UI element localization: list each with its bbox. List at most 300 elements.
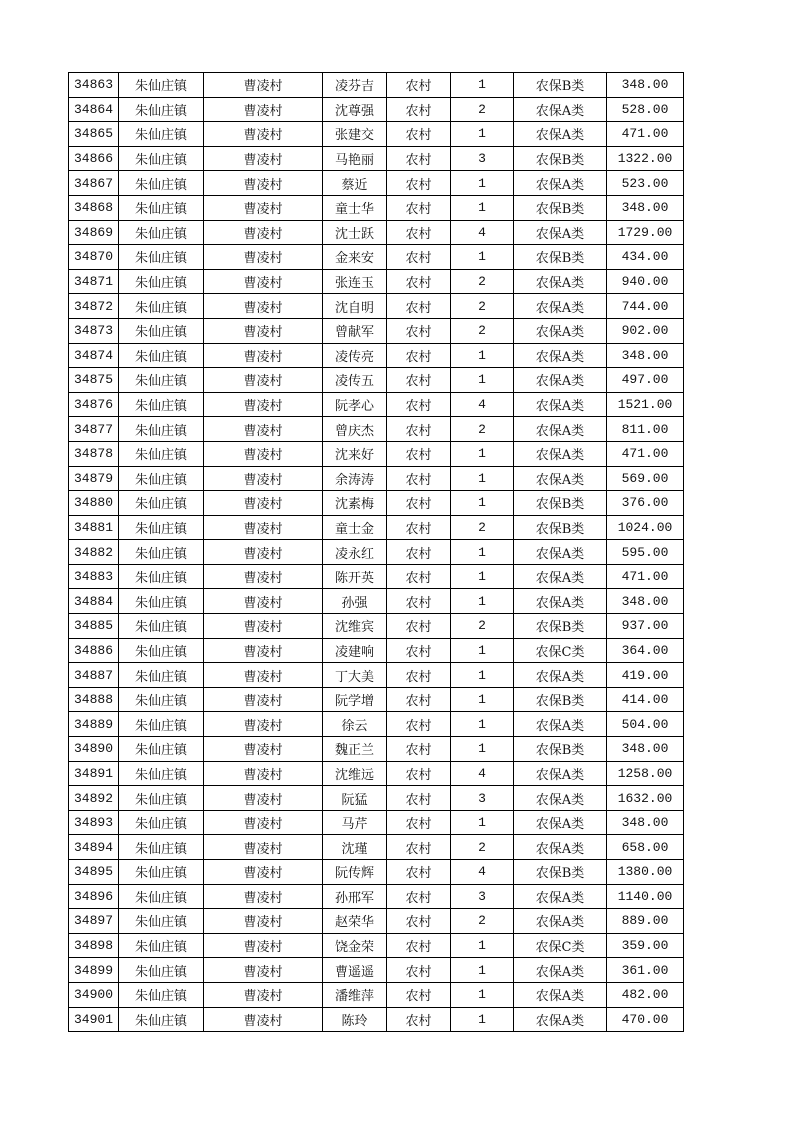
table-row	[69, 245, 684, 270]
record-id-cell: 34883	[69, 564, 119, 589]
household-type-cell: 农村	[387, 417, 451, 442]
household-type-cell: 农村	[387, 195, 451, 220]
amount-cell: 1521.00	[607, 392, 684, 417]
village-cell: 曹凌村	[204, 245, 323, 270]
household-type-cell: 农村	[387, 73, 451, 98]
town-cell: 朱仙庄镇	[119, 1007, 204, 1032]
family-size-cell: 1	[451, 958, 514, 983]
person-name-cell: 阮猛	[323, 786, 387, 811]
person-name-cell: 童士金	[323, 515, 387, 540]
town-cell: 朱仙庄镇	[119, 269, 204, 294]
table-row	[69, 786, 684, 811]
table-row	[69, 933, 684, 958]
village-cell: 曹凌村	[204, 146, 323, 171]
records-table	[68, 72, 684, 1032]
person-name-cell: 蔡近	[323, 171, 387, 196]
person-name-cell: 沈来好	[323, 441, 387, 466]
household-type-cell: 农村	[387, 515, 451, 540]
table-row	[69, 835, 684, 860]
household-type-cell: 农村	[387, 712, 451, 737]
town-cell: 朱仙庄镇	[119, 171, 204, 196]
town-cell: 朱仙庄镇	[119, 73, 204, 98]
insurance-category-cell: 农保A类	[514, 835, 607, 860]
village-cell: 曹凌村	[204, 614, 323, 639]
village-cell: 曹凌村	[204, 761, 323, 786]
village-cell: 曹凌村	[204, 810, 323, 835]
family-size-cell: 2	[451, 318, 514, 343]
insurance-category-cell: 农保A类	[514, 368, 607, 393]
record-id-cell: 34899	[69, 958, 119, 983]
record-id-cell: 34881	[69, 515, 119, 540]
table-row	[69, 614, 684, 639]
insurance-category-cell: 农保A类	[514, 958, 607, 983]
town-cell: 朱仙庄镇	[119, 810, 204, 835]
table-row	[69, 343, 684, 368]
record-id-cell: 34890	[69, 737, 119, 762]
insurance-category-cell: 农保B类	[514, 614, 607, 639]
family-size-cell: 1	[451, 540, 514, 565]
household-type-cell: 农村	[387, 441, 451, 466]
table-row	[69, 417, 684, 442]
insurance-category-cell: 农保B类	[514, 687, 607, 712]
town-cell: 朱仙庄镇	[119, 515, 204, 540]
amount-cell: 902.00	[607, 318, 684, 343]
town-cell: 朱仙庄镇	[119, 294, 204, 319]
household-type-cell: 农村	[387, 737, 451, 762]
insurance-category-cell: 农保A类	[514, 466, 607, 491]
town-cell: 朱仙庄镇	[119, 614, 204, 639]
village-cell: 曹凌村	[204, 638, 323, 663]
town-cell: 朱仙庄镇	[119, 884, 204, 909]
family-size-cell: 1	[451, 687, 514, 712]
household-type-cell: 农村	[387, 122, 451, 147]
household-type-cell: 农村	[387, 663, 451, 688]
person-name-cell: 金来安	[323, 245, 387, 270]
town-cell: 朱仙庄镇	[119, 638, 204, 663]
record-id-cell: 34866	[69, 146, 119, 171]
amount-cell: 348.00	[607, 343, 684, 368]
family-size-cell: 1	[451, 195, 514, 220]
insurance-category-cell: 农保C类	[514, 638, 607, 663]
village-cell: 曹凌村	[204, 737, 323, 762]
town-cell: 朱仙庄镇	[119, 491, 204, 516]
insurance-category-cell: 农保A类	[514, 564, 607, 589]
table-row	[69, 97, 684, 122]
person-name-cell: 陈玲	[323, 1007, 387, 1032]
record-id-cell: 34878	[69, 441, 119, 466]
person-name-cell: 陈开英	[323, 564, 387, 589]
record-id-cell: 34865	[69, 122, 119, 147]
town-cell: 朱仙庄镇	[119, 982, 204, 1007]
family-size-cell: 2	[451, 835, 514, 860]
amount-cell: 937.00	[607, 614, 684, 639]
table-row	[69, 122, 684, 147]
record-id-cell: 34877	[69, 417, 119, 442]
record-id-cell: 34864	[69, 97, 119, 122]
amount-cell: 1729.00	[607, 220, 684, 245]
record-id-cell: 34891	[69, 761, 119, 786]
amount-cell: 471.00	[607, 441, 684, 466]
person-name-cell: 马艳丽	[323, 146, 387, 171]
family-size-cell: 2	[451, 515, 514, 540]
person-name-cell: 凌传亮	[323, 343, 387, 368]
person-name-cell: 马芹	[323, 810, 387, 835]
household-type-cell: 农村	[387, 97, 451, 122]
amount-cell: 359.00	[607, 933, 684, 958]
record-id-cell: 34896	[69, 884, 119, 909]
village-cell: 曹凌村	[204, 195, 323, 220]
family-size-cell: 1	[451, 638, 514, 663]
insurance-category-cell: 农保A类	[514, 441, 607, 466]
insurance-category-cell: 农保A类	[514, 122, 607, 147]
record-id-cell: 34893	[69, 810, 119, 835]
family-size-cell: 1	[451, 933, 514, 958]
family-size-cell: 1	[451, 564, 514, 589]
person-name-cell: 阮传辉	[323, 860, 387, 885]
insurance-category-cell: 农保A类	[514, 810, 607, 835]
village-cell: 曹凌村	[204, 687, 323, 712]
town-cell: 朱仙庄镇	[119, 368, 204, 393]
household-type-cell: 农村	[387, 933, 451, 958]
household-type-cell: 农村	[387, 564, 451, 589]
table-row	[69, 737, 684, 762]
village-cell: 曹凌村	[204, 884, 323, 909]
table-row	[69, 220, 684, 245]
amount-cell: 434.00	[607, 245, 684, 270]
record-id-cell: 34870	[69, 245, 119, 270]
insurance-category-cell: 农保A类	[514, 171, 607, 196]
person-name-cell: 饶金荣	[323, 933, 387, 958]
insurance-category-cell: 农保A类	[514, 884, 607, 909]
table-row	[69, 564, 684, 589]
table-row	[69, 392, 684, 417]
town-cell: 朱仙庄镇	[119, 958, 204, 983]
table-row	[69, 171, 684, 196]
insurance-category-cell: 农保B类	[514, 491, 607, 516]
town-cell: 朱仙庄镇	[119, 564, 204, 589]
insurance-category-cell: 农保A类	[514, 786, 607, 811]
person-name-cell: 徐云	[323, 712, 387, 737]
town-cell: 朱仙庄镇	[119, 417, 204, 442]
person-name-cell: 沈尊强	[323, 97, 387, 122]
record-id-cell: 34884	[69, 589, 119, 614]
table-row	[69, 761, 684, 786]
insurance-category-cell: 农保A类	[514, 343, 607, 368]
person-name-cell: 凌芬吉	[323, 73, 387, 98]
village-cell: 曹凌村	[204, 909, 323, 934]
person-name-cell: 孙邢军	[323, 884, 387, 909]
family-size-cell: 3	[451, 786, 514, 811]
amount-cell: 348.00	[607, 810, 684, 835]
village-cell: 曹凌村	[204, 318, 323, 343]
person-name-cell: 曾庆杰	[323, 417, 387, 442]
town-cell: 朱仙庄镇	[119, 909, 204, 934]
insurance-category-cell: 农保A类	[514, 663, 607, 688]
family-size-cell: 1	[451, 712, 514, 737]
town-cell: 朱仙庄镇	[119, 97, 204, 122]
amount-cell: 482.00	[607, 982, 684, 1007]
table-row	[69, 195, 684, 220]
table-row	[69, 1007, 684, 1032]
amount-cell: 658.00	[607, 835, 684, 860]
family-size-cell: 2	[451, 294, 514, 319]
record-id-cell: 34895	[69, 860, 119, 885]
amount-cell: 595.00	[607, 540, 684, 565]
insurance-category-cell: 农保A类	[514, 1007, 607, 1032]
town-cell: 朱仙庄镇	[119, 220, 204, 245]
record-id-cell: 34869	[69, 220, 119, 245]
person-name-cell: 赵荣华	[323, 909, 387, 934]
village-cell: 曹凌村	[204, 343, 323, 368]
family-size-cell: 1	[451, 171, 514, 196]
household-type-cell: 农村	[387, 614, 451, 639]
insurance-category-cell: 农保B类	[514, 860, 607, 885]
village-cell: 曹凌村	[204, 933, 323, 958]
family-size-cell: 1	[451, 368, 514, 393]
amount-cell: 528.00	[607, 97, 684, 122]
amount-cell: 376.00	[607, 491, 684, 516]
village-cell: 曹凌村	[204, 368, 323, 393]
insurance-category-cell: 农保A类	[514, 392, 607, 417]
town-cell: 朱仙庄镇	[119, 245, 204, 270]
town-cell: 朱仙庄镇	[119, 392, 204, 417]
town-cell: 朱仙庄镇	[119, 860, 204, 885]
amount-cell: 1140.00	[607, 884, 684, 909]
table-row	[69, 491, 684, 516]
insurance-category-cell: 农保A类	[514, 97, 607, 122]
family-size-cell: 1	[451, 982, 514, 1007]
record-id-cell: 34900	[69, 982, 119, 1007]
amount-cell: 569.00	[607, 466, 684, 491]
table-row	[69, 663, 684, 688]
person-name-cell: 沈自明	[323, 294, 387, 319]
person-name-cell: 沈瑾	[323, 835, 387, 860]
insurance-category-cell: 农保B类	[514, 737, 607, 762]
family-size-cell: 3	[451, 146, 514, 171]
family-size-cell: 2	[451, 417, 514, 442]
household-type-cell: 农村	[387, 860, 451, 885]
household-type-cell: 农村	[387, 146, 451, 171]
family-size-cell: 1	[451, 663, 514, 688]
household-type-cell: 农村	[387, 835, 451, 860]
person-name-cell: 丁大美	[323, 663, 387, 688]
family-size-cell: 2	[451, 614, 514, 639]
household-type-cell: 农村	[387, 1007, 451, 1032]
village-cell: 曹凌村	[204, 220, 323, 245]
record-id-cell: 34876	[69, 392, 119, 417]
table-row	[69, 884, 684, 909]
family-size-cell: 1	[451, 73, 514, 98]
family-size-cell: 1	[451, 491, 514, 516]
person-name-cell: 余涛涛	[323, 466, 387, 491]
family-size-cell: 1	[451, 122, 514, 147]
amount-cell: 361.00	[607, 958, 684, 983]
person-name-cell: 张连玉	[323, 269, 387, 294]
family-size-cell: 4	[451, 761, 514, 786]
village-cell: 曹凌村	[204, 982, 323, 1007]
table-row	[69, 958, 684, 983]
village-cell: 曹凌村	[204, 1007, 323, 1032]
insurance-category-cell: 农保A类	[514, 294, 607, 319]
household-type-cell: 农村	[387, 343, 451, 368]
town-cell: 朱仙庄镇	[119, 122, 204, 147]
insurance-category-cell: 农保B类	[514, 515, 607, 540]
amount-cell: 414.00	[607, 687, 684, 712]
town-cell: 朱仙庄镇	[119, 933, 204, 958]
village-cell: 曹凌村	[204, 491, 323, 516]
household-type-cell: 农村	[387, 589, 451, 614]
table-row	[69, 269, 684, 294]
insurance-category-cell: 农保B类	[514, 146, 607, 171]
town-cell: 朱仙庄镇	[119, 712, 204, 737]
family-size-cell: 1	[451, 245, 514, 270]
household-type-cell: 农村	[387, 269, 451, 294]
village-cell: 曹凌村	[204, 589, 323, 614]
insurance-category-cell: 农保A类	[514, 589, 607, 614]
family-size-cell: 2	[451, 97, 514, 122]
insurance-category-cell: 农保A类	[514, 540, 607, 565]
household-type-cell: 农村	[387, 638, 451, 663]
household-type-cell: 农村	[387, 245, 451, 270]
household-type-cell: 农村	[387, 392, 451, 417]
record-id-cell: 34887	[69, 663, 119, 688]
person-name-cell: 沈素梅	[323, 491, 387, 516]
person-name-cell: 魏正兰	[323, 737, 387, 762]
household-type-cell: 农村	[387, 884, 451, 909]
insurance-category-cell: 农保A类	[514, 417, 607, 442]
family-size-cell: 1	[451, 343, 514, 368]
family-size-cell: 1	[451, 466, 514, 491]
village-cell: 曹凌村	[204, 835, 323, 860]
family-size-cell: 1	[451, 441, 514, 466]
record-id-cell: 34871	[69, 269, 119, 294]
record-id-cell: 34889	[69, 712, 119, 737]
amount-cell: 1380.00	[607, 860, 684, 885]
family-size-cell: 2	[451, 909, 514, 934]
household-type-cell: 农村	[387, 491, 451, 516]
town-cell: 朱仙庄镇	[119, 737, 204, 762]
person-name-cell: 沈维远	[323, 761, 387, 786]
household-type-cell: 农村	[387, 368, 451, 393]
town-cell: 朱仙庄镇	[119, 195, 204, 220]
record-id-cell: 34875	[69, 368, 119, 393]
amount-cell: 419.00	[607, 663, 684, 688]
person-name-cell: 童士华	[323, 195, 387, 220]
person-name-cell: 阮孝心	[323, 392, 387, 417]
village-cell: 曹凌村	[204, 564, 323, 589]
town-cell: 朱仙庄镇	[119, 318, 204, 343]
record-id-cell: 34879	[69, 466, 119, 491]
village-cell: 曹凌村	[204, 417, 323, 442]
amount-cell: 1632.00	[607, 786, 684, 811]
record-id-cell: 34886	[69, 638, 119, 663]
amount-cell: 348.00	[607, 195, 684, 220]
record-id-cell: 34894	[69, 835, 119, 860]
table-row	[69, 515, 684, 540]
record-id-cell: 34885	[69, 614, 119, 639]
household-type-cell: 农村	[387, 466, 451, 491]
table-row	[69, 909, 684, 934]
record-id-cell: 34892	[69, 786, 119, 811]
town-cell: 朱仙庄镇	[119, 466, 204, 491]
village-cell: 曹凌村	[204, 712, 323, 737]
table-row	[69, 318, 684, 343]
amount-cell: 348.00	[607, 737, 684, 762]
household-type-cell: 农村	[387, 294, 451, 319]
record-id-cell: 34897	[69, 909, 119, 934]
amount-cell: 1322.00	[607, 146, 684, 171]
family-size-cell: 1	[451, 810, 514, 835]
person-name-cell: 沈士跃	[323, 220, 387, 245]
table-row	[69, 712, 684, 737]
table-row	[69, 294, 684, 319]
household-type-cell: 农村	[387, 958, 451, 983]
family-size-cell: 1	[451, 737, 514, 762]
record-id-cell: 34901	[69, 1007, 119, 1032]
household-type-cell: 农村	[387, 318, 451, 343]
person-name-cell: 凌永红	[323, 540, 387, 565]
insurance-category-cell: 农保B类	[514, 73, 607, 98]
record-id-cell: 34888	[69, 687, 119, 712]
table-row	[69, 687, 684, 712]
table-row	[69, 589, 684, 614]
amount-cell: 523.00	[607, 171, 684, 196]
village-cell: 曹凌村	[204, 97, 323, 122]
insurance-category-cell: 农保A类	[514, 982, 607, 1007]
village-cell: 曹凌村	[204, 122, 323, 147]
person-name-cell: 孙强	[323, 589, 387, 614]
amount-cell: 364.00	[607, 638, 684, 663]
household-type-cell: 农村	[387, 220, 451, 245]
town-cell: 朱仙庄镇	[119, 835, 204, 860]
insurance-category-cell: 农保A类	[514, 712, 607, 737]
insurance-category-cell: 农保B类	[514, 245, 607, 270]
amount-cell: 1258.00	[607, 761, 684, 786]
family-size-cell: 1	[451, 1007, 514, 1032]
record-id-cell: 34868	[69, 195, 119, 220]
record-id-cell: 34872	[69, 294, 119, 319]
town-cell: 朱仙庄镇	[119, 441, 204, 466]
person-name-cell: 凌传五	[323, 368, 387, 393]
town-cell: 朱仙庄镇	[119, 589, 204, 614]
village-cell: 曹凌村	[204, 171, 323, 196]
town-cell: 朱仙庄镇	[119, 663, 204, 688]
person-name-cell: 阮学增	[323, 687, 387, 712]
amount-cell: 471.00	[607, 564, 684, 589]
amount-cell: 889.00	[607, 909, 684, 934]
town-cell: 朱仙庄镇	[119, 786, 204, 811]
family-size-cell: 4	[451, 860, 514, 885]
household-type-cell: 农村	[387, 810, 451, 835]
amount-cell: 811.00	[607, 417, 684, 442]
insurance-category-cell: 农保A类	[514, 909, 607, 934]
record-id-cell: 34874	[69, 343, 119, 368]
household-type-cell: 农村	[387, 909, 451, 934]
village-cell: 曹凌村	[204, 540, 323, 565]
family-size-cell: 4	[451, 220, 514, 245]
amount-cell: 1024.00	[607, 515, 684, 540]
person-name-cell: 沈维宾	[323, 614, 387, 639]
household-type-cell: 农村	[387, 687, 451, 712]
village-cell: 曹凌村	[204, 860, 323, 885]
record-id-cell: 34898	[69, 933, 119, 958]
table-row	[69, 441, 684, 466]
amount-cell: 348.00	[607, 589, 684, 614]
table-row	[69, 638, 684, 663]
person-name-cell: 曹遥遥	[323, 958, 387, 983]
family-size-cell: 1	[451, 589, 514, 614]
table-row	[69, 540, 684, 565]
